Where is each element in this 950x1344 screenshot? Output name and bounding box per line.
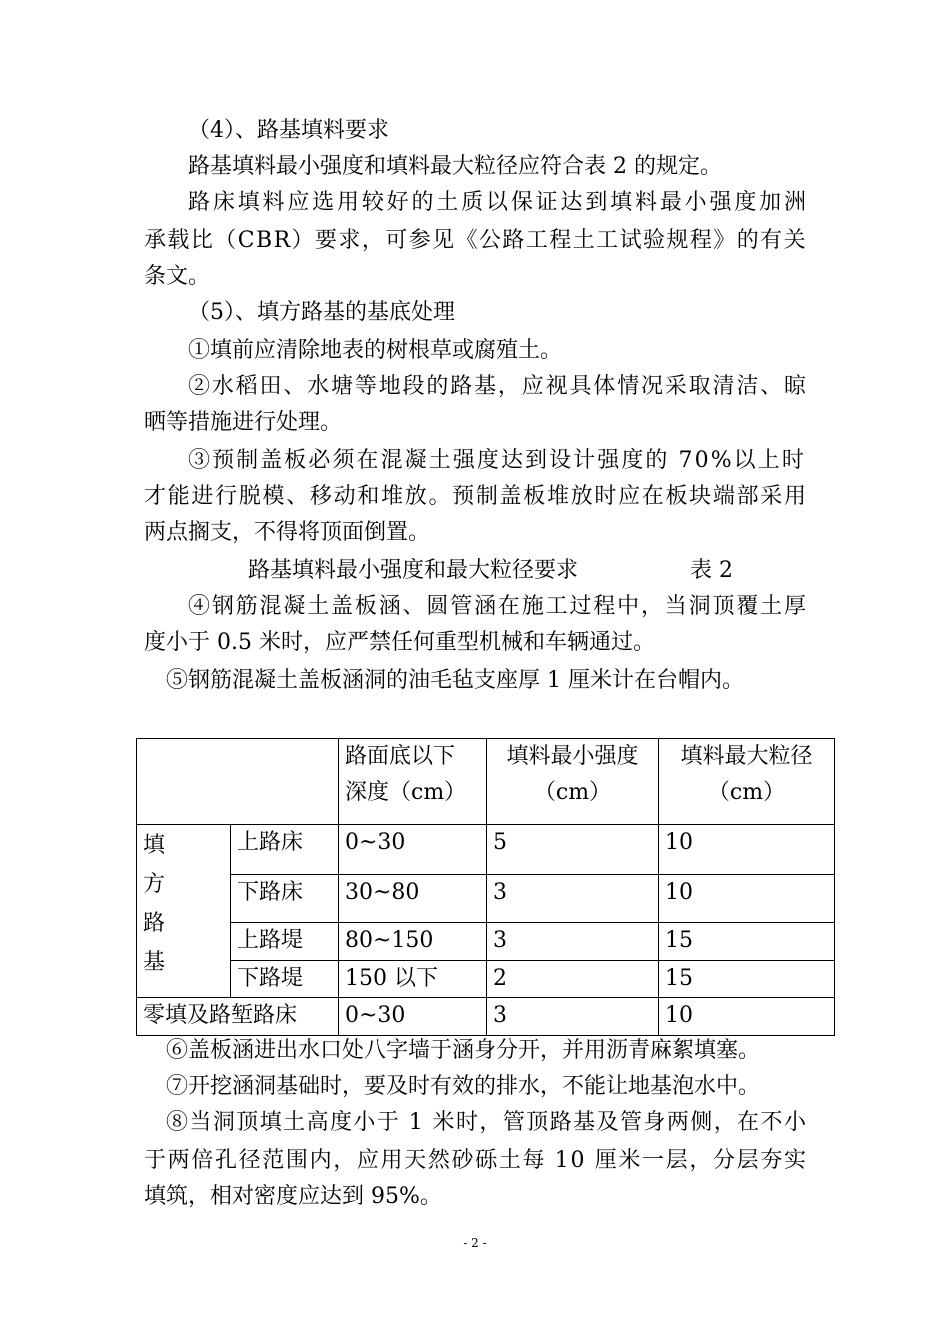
row-name: 上路床 <box>231 825 339 875</box>
row-depth: 150 以下 <box>339 961 487 998</box>
row-name: 下路堤 <box>231 961 339 998</box>
row-strength: 3 <box>487 998 659 1036</box>
paragraph-line: 填筑，相对密度应达到 95%。 <box>144 1184 442 1209</box>
group-label-char: 方 <box>143 872 166 897</box>
header-min-strength <box>487 739 659 825</box>
row-strength: 3 <box>487 923 659 961</box>
item-6: ⑥盖板涵进出水口处八字墙于涵身分开，并用沥青麻絮填塞。 <box>166 1038 761 1063</box>
group-label-char: 路 <box>143 911 166 936</box>
row-size: 10 <box>659 825 835 875</box>
table-row <box>137 875 835 923</box>
item-7: ⑦开挖涵洞基础时，要及时有效的排水，不能让地基泡水中。 <box>166 1074 761 1099</box>
row-strength: 2 <box>487 961 659 998</box>
header-size-line2: （cm） <box>707 780 786 805</box>
paragraph-line: 度小于 0.5 米时，应严禁任何重型机械和车辆通过。 <box>144 630 655 655</box>
group-label-char: 填 <box>143 833 166 858</box>
paragraph-line: 承载比（CBR）要求，可参见《公路工程土工试验规程》的有关 <box>144 228 807 253</box>
paragraph-line: ③预制盖板必须在混凝土强度达到设计强度的 70%以上时 <box>188 448 806 473</box>
header-depth <box>339 739 487 825</box>
fill-requirements-table <box>136 738 835 1036</box>
row-name: 零填及路堑路床 <box>137 998 339 1036</box>
header-strength-line1: 填料最小强度 <box>506 744 639 769</box>
page-number: - 2 - <box>463 1236 487 1250</box>
table-header-row <box>137 739 835 825</box>
paragraph-table-reference: 路基填料最小强度和填料最大粒径应符合表 2 的规定。 <box>188 154 722 179</box>
header-depth-line1: 路面底以下 <box>345 744 456 769</box>
row-name: 下路床 <box>231 875 339 923</box>
table-row <box>137 998 835 1036</box>
header-max-size <box>659 739 835 825</box>
row-size: 10 <box>659 998 835 1036</box>
item-1: ①填前应清除地表的树根草或腐殖土。 <box>188 338 563 363</box>
row-strength: 3 <box>487 875 659 923</box>
group-label-fill-subgrade <box>137 825 231 998</box>
paragraph-line: ⑧当洞顶填土高度小于 1 米时，管顶路基及管身两侧，在不小 <box>166 1110 808 1135</box>
table-number: 表 2 <box>690 558 733 583</box>
paragraph-line: 路床填料应选用较好的土质以保证达到填料最小强度加洲 <box>188 190 809 215</box>
header-size-line1: 填料最大粒径 <box>680 744 813 769</box>
group-label-char: 基 <box>143 950 166 975</box>
row-depth: 30~80 <box>339 875 487 923</box>
table-row <box>137 961 835 998</box>
paragraph-line: ④钢筋混凝土盖板涵、圆管涵在施工过程中，当洞顶覆土厚 <box>188 594 808 619</box>
paragraph-line: 于两倍孔径范围内，应用天然砂砾土每 10 厘米一层，分层夯实 <box>144 1148 808 1173</box>
paragraph-line: 条文。 <box>144 264 211 289</box>
row-size: 10 <box>659 875 835 923</box>
row-size: 15 <box>659 961 835 998</box>
table-caption: 路基填料最小强度和最大粒径要求 <box>248 558 579 583</box>
paragraph-line: 两点搁支，不得将顶面倒置。 <box>144 520 431 545</box>
heading-fill-material: （4）、路基填料要求 <box>188 118 389 143</box>
header-strength-line2: （cm） <box>533 780 612 805</box>
table-row <box>137 923 835 961</box>
row-depth: 80~150 <box>339 923 487 961</box>
row-depth: 0~30 <box>339 825 487 875</box>
row-strength: 5 <box>487 825 659 875</box>
paragraph-line: 晒等措施进行处理。 <box>144 410 343 435</box>
table-header-empty <box>137 739 339 825</box>
row-size: 15 <box>659 923 835 961</box>
row-depth: 0~30 <box>339 998 487 1036</box>
paragraph-line: ②水稻田、水塘等地段的路基，应视具体情况采取清洁、晾 <box>188 374 808 399</box>
row-name: 上路堤 <box>231 923 339 961</box>
heading-base-treatment: （5）、填方路基的基底处理 <box>188 300 455 325</box>
header-depth-line2: 深度（cm） <box>345 780 467 805</box>
paragraph-line: 才能进行脱模、移动和堆放。预制盖板堆放时应在板块端部采用 <box>144 484 808 509</box>
table-row <box>137 825 835 875</box>
item-5: ⑤钢筋混凝土盖板涵洞的油毛毡支座厚 1 厘米计在台帽内。 <box>166 668 744 693</box>
